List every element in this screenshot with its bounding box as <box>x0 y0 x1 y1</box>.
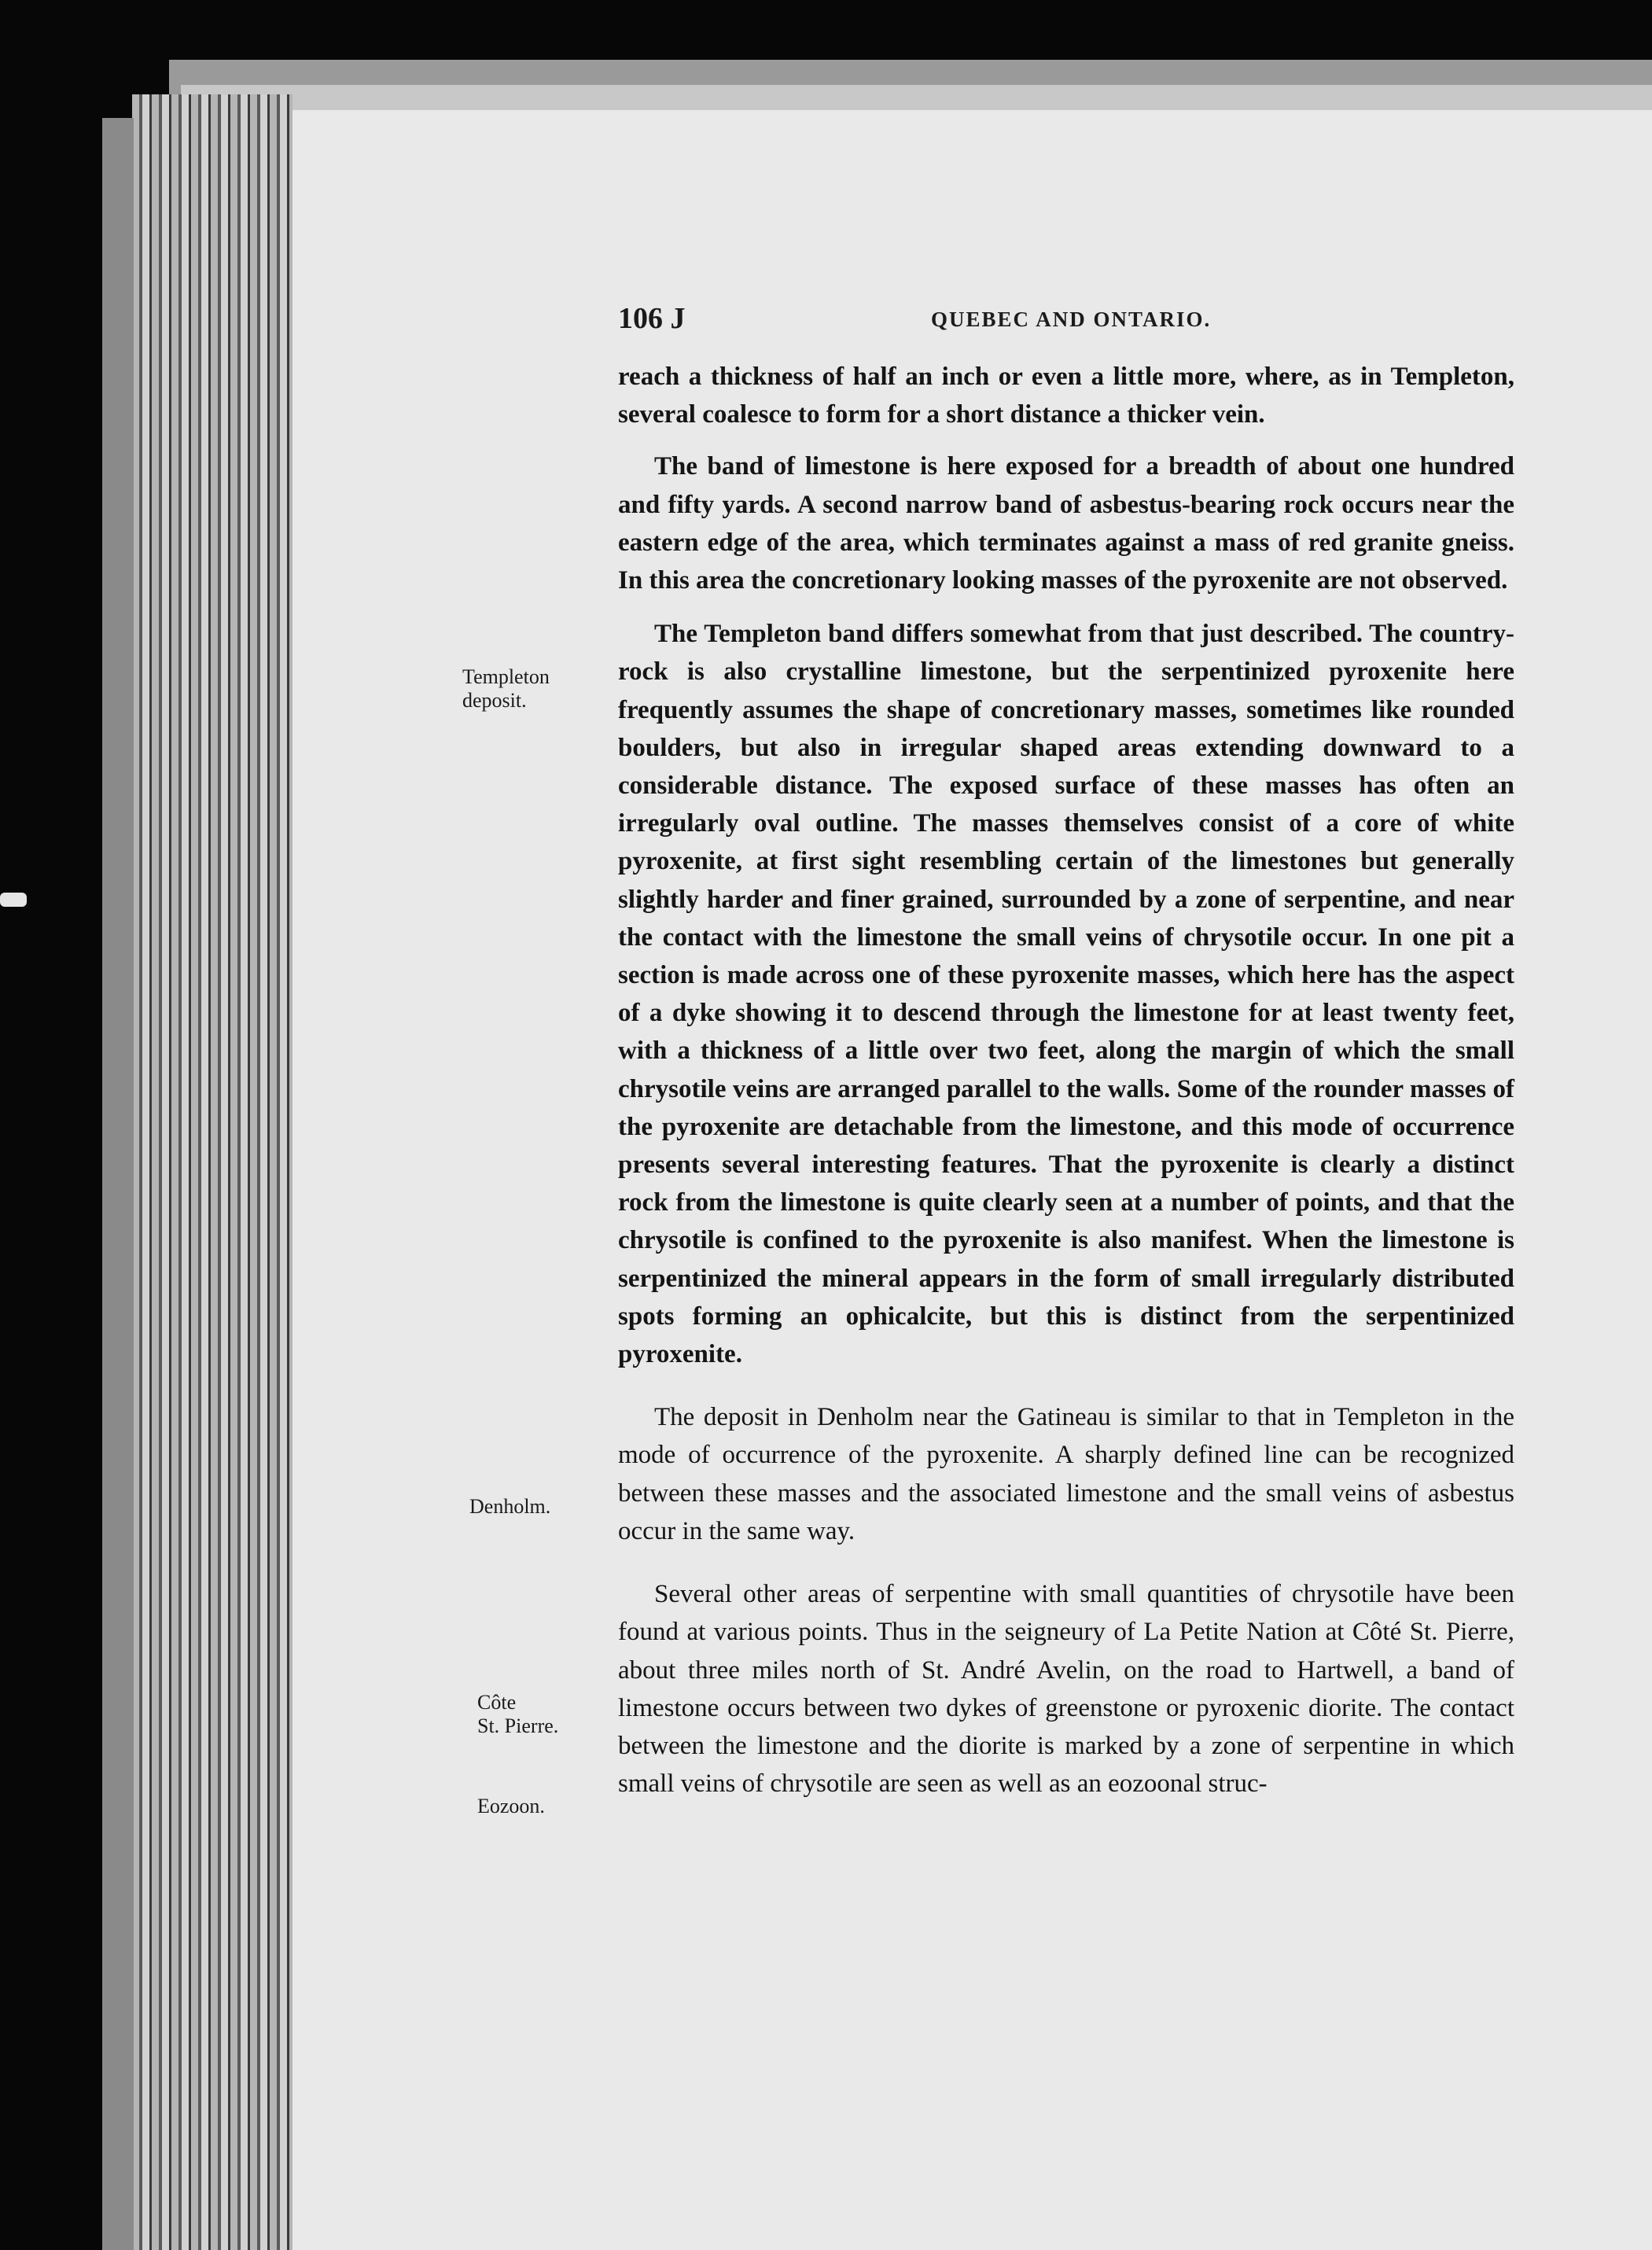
margin-note-line: St. Pierre. <box>477 1714 559 1737</box>
scan-mark <box>0 893 27 907</box>
margin-note-line: Côte <box>477 1691 517 1714</box>
paragraph: The deposit in Denholm near the Gatineau is similar to that in Templeton in the mode of occurrence of the pyroxenite. A sharply defined line can be recognized between these masses and the associated limestone and the small veins of asbestus occur in the same way. <box>618 1403 1514 1545</box>
margin-note-cote-st-pierre <box>477 1691 558 1738</box>
body-text <box>618 358 1514 1803</box>
running-title: QUEBEC AND ONTARIO. <box>931 307 1212 331</box>
page-number: 106 J <box>618 302 686 335</box>
paragraph: The Templeton band differs somewhat from that just described. The country-rock is also crystalline limestone, but the serpentinized pyroxenite here frequently assumes the shape of concretionary masses, sometimes like rounded boulders, but also in irregular shaped areas extending downward to a considerable distance. The exposed surface of these masses has often an irregularly oval outline. The masses themselves consist of a core of white pyroxenite, at first sight resembling certain of the limestones but generally slightly harder and finer grained, surrounded by a zone of serpentine, and near the contact with the limestone the small veins of chrysotile occur. In one pit a section is made across one of these pyroxenite masses, which here has the aspect of a dyke showing it to descend through the limestone for at least twenty feet, with a thickness of a little over two feet, along the margin of which the small chrysotile veins are arranged parallel to the walls. Some of the rounder masses of the pyroxenite are detachable from the limestone, and this mode of occurrence presents several interesting features. That the pyroxenite is clearly a distinct rock from the limestone is quite clearly seen at a number of points, and that the chrysotile is confined to the pyroxenite is also manifest. When the limestone is serpentinized the mineral appears in the form of small irregularly distributed spots forming an ophicalcite, but this is distinct from the serpentinized pyroxenite. <box>618 620 1514 1369</box>
margin-note-templeton <box>462 665 550 713</box>
paragraph: The band of limestone is here exposed for a breadth of about one hundred and fifty yards. A second narrow band of asbestus-bearing rock occurs near the eastern edge of the area, which terminates against a mass of red granite gneiss. In this area the concretionary looking masses of the pyroxenite are not observed. <box>618 452 1514 595</box>
margin-note-eozoon <box>477 1795 545 1818</box>
page-stack-top-edge-inner <box>181 85 1652 110</box>
running-head <box>618 301 1514 341</box>
margin-note-line: Templeton <box>462 665 550 688</box>
margin-note-denholm <box>469 1495 550 1519</box>
paragraph: Several other areas of serpentine with small quantities of chrysotile have been found at various points. Thus in the seigneury of La Petite Nation at Côté St. Pierre, about three miles north of St. André Avelin, on the road to Hartwell, a band of limestone occurs between two dykes of greenstone or pyroxenic diorite. The contact between the limestone and the diorite is marked by a zone of serpentine in which small veins of chrysotile are seen as well as an eozoonal struc- <box>618 1580 1514 1799</box>
margin-note-line: Eozoon. <box>477 1795 545 1817</box>
page-stack-shadow <box>102 118 134 2250</box>
margin-note-line: deposit. <box>462 689 527 712</box>
paragraph: reach a thickness of half an inch or even a little more, where, as in Templeton, several coalesce to form for a short distance a thicker vein. <box>618 363 1514 429</box>
page-stack-left-edge <box>132 94 293 2250</box>
margin-note-line: Denholm. <box>469 1495 551 1518</box>
